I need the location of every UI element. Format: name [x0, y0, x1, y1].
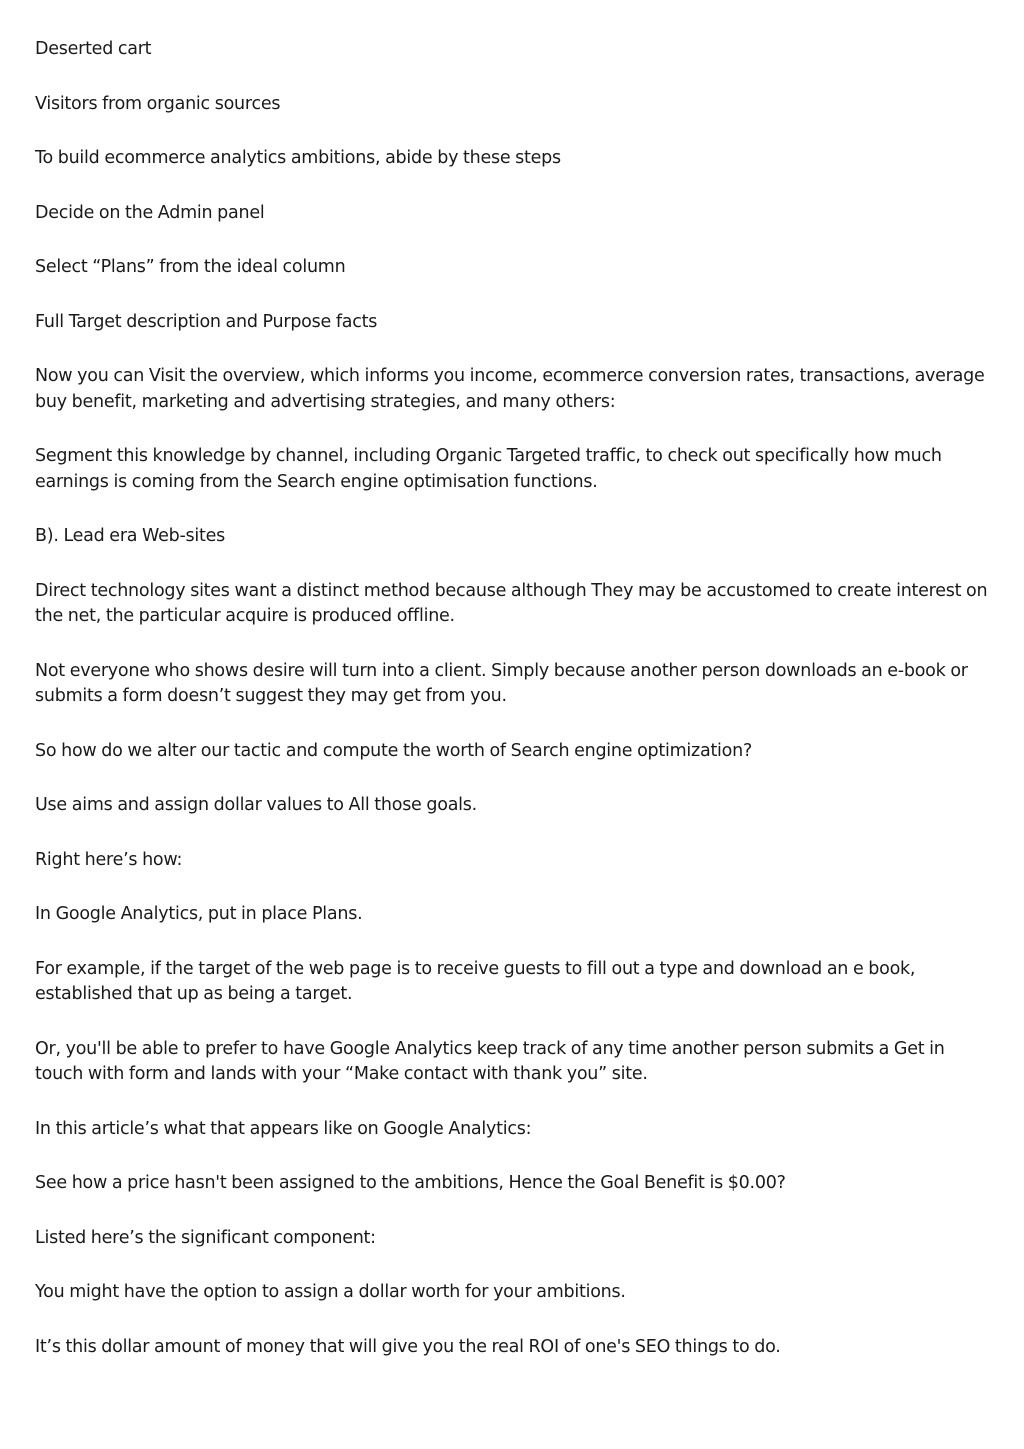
paragraph-goal-benefit: See how a price hasn't been assigned to the ambitions, Hence the Goal Benefit is $0.00? [35, 1173, 786, 1193]
paragraph-admin-panel: Decide on the Admin panel [35, 202, 265, 223]
paragraph-target-description: Full Target description and Purpose facts [35, 311, 378, 332]
paragraph-overview: Now you can Visit the overview, which informs you income, ecommerce conversion rates, transactions, average buy benefit, marketing and advertising strategies, and many others: [35, 366, 985, 412]
paragraph-contact-form: Or, you'll be able to prefer to have Google Analytics keep track of any time another person submits a Get in touch with form and lands with your “Make contact with thank you” site. [35, 1038, 945, 1084]
paragraph-example-target: For example, if the target of the web page is to receive guests to fill out a type and download an e book, established that up as being a target. [35, 958, 916, 1004]
paragraph-segment-channel: Segment this knowledge by channel, including Organic Targeted traffic, to check out specifically how much earnings is coming from the Search engine optimisation functions. [35, 446, 942, 492]
paragraph-assign-dollar: You might have the option to assign a dollar worth for your ambitions. [35, 1282, 626, 1302]
paragraph-organic-visitors: Visitors from organic sources [35, 93, 281, 114]
paragraph-select-plans: Select “Plans” from the ideal column [35, 257, 346, 277]
paragraph-deserted-cart: Deserted cart [35, 39, 152, 59]
paragraph-real-roi: It’s this dollar amount of money that will give you the real ROI of one's SEO things to do. [35, 1336, 781, 1357]
paragraph-not-everyone: Not everyone who shows desire will turn into a client. Simply because another person downloads an e-book or submits a form doesn’t suggest they may get from you. [35, 660, 968, 706]
paragraph-use-aims: Use aims and assign dollar values to All those goals. [35, 795, 477, 815]
paragraph-significant-component: Listed here’s the significant component: [35, 1227, 376, 1248]
paragraph-lead-method: Direct technology sites want a distinct method because although They may be accustomed to create interest on the net, the particular acquire is produced offline. [35, 580, 988, 626]
paragraph-steps-intro: To build ecommerce analytics ambitions, abide by these steps [35, 148, 561, 168]
paragraph-right-here: Right here’s how: [35, 849, 183, 870]
paragraph-google-plans: In Google Analytics, put in place Plans. [35, 904, 363, 924]
paragraph-appears-like: In this article’s what that appears like on Google Analytics: [35, 1118, 532, 1139]
paragraph-alter-tactic: So how do we alter our tactic and compute the worth of Search engine optimization? [35, 740, 753, 761]
paragraph-lead-heading: B). Lead era Web-sites [35, 526, 226, 546]
